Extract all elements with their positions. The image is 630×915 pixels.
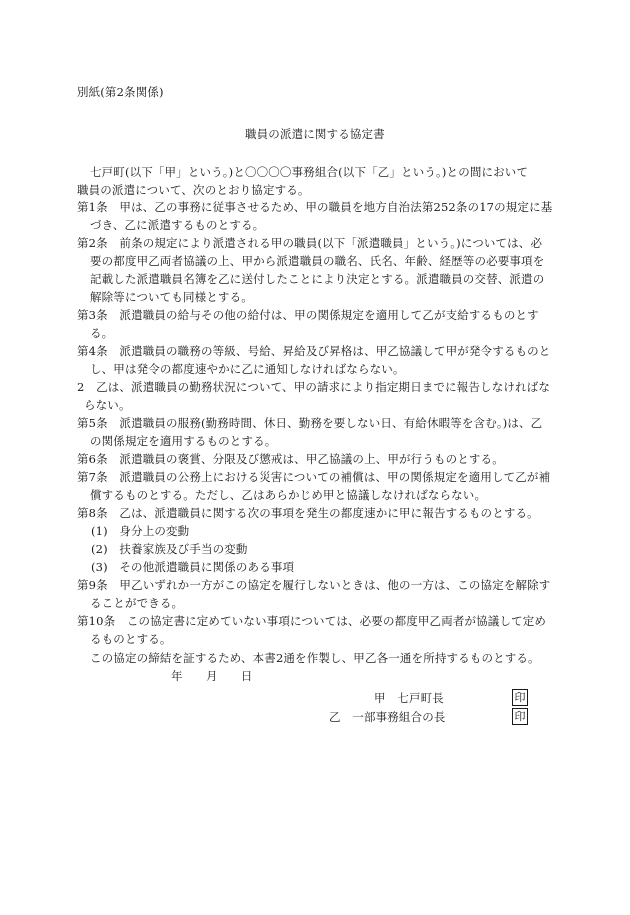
article-8-item-2: (2) 扶養家族及び手当の変動 [91, 542, 248, 556]
article-10-line-2: るものとする。 [90, 632, 172, 646]
article-8-line-1: 第8条 乙は、派遣職員に関する次の事項を発生の都度速かに甲に報告するものとする。 [77, 506, 539, 520]
date-line: 年 月 日 [171, 669, 253, 683]
article-6-line-1: 第6条 派遣職員の褒賞、分限及び懲戒は、甲乙協議の上、甲が行うものとする。 [77, 452, 504, 466]
signature-party-a: 甲 七戸町長 [374, 691, 444, 705]
article-5-line-1: 第5条 派遣職員の服務(勤務時間、休日、勤務を要しない日、有給休暇等を含む。)は、乙 [77, 416, 543, 430]
article-4-line-2: し、甲は発令の都度速やかに乙に通知しなければならない。 [90, 362, 405, 376]
article-8-item-3: (3) その他派遣職員に関係のある事項 [91, 560, 295, 574]
attachment-label: 別紙(第2条関係) [77, 85, 164, 99]
article-4-line-1: 第4条 派遣職員の職務の等級、号給、昇給及び昇格は、甲乙協議して甲が発令するものと [77, 344, 551, 358]
article-9-line-2: ることができる。 [90, 596, 184, 610]
seal-party-a: 印 [512, 689, 528, 706]
article-4-para-2-line-2: らない。 [84, 398, 131, 412]
document-title: 職員の派遣に関する協定書 [245, 127, 385, 141]
article-2-line-2: 要の都度甲乙両者協議の上、甲から派遣職員の職名、氏名、年齢、経歴等の必要事項を [90, 254, 545, 268]
article-9-line-1: 第9条 甲乙いずれか一方がこの協定を履行しないときは、他の一方は、この協定を解除す [77, 578, 551, 592]
closing-statement: この協定の締結を証するため、本書2通を作製し、甲乙各一通を所持するものとする。 [90, 651, 540, 665]
article-2-line-1: 第2条 前条の規定により派遣される甲の職員(以下「派遣職員」という。)については、必 [77, 236, 543, 250]
article-3-line-1: 第3条 派遣職員の給与その他の給付は、甲の関係規定を適用して乙が支給するものとす [77, 308, 539, 322]
article-7-line-2: 償するものとする。ただし、乙はあらかじめ甲と協議しなければならない。 [90, 488, 487, 502]
preamble-line-1: 七戸町(以下「甲」という。)と〇〇〇〇事務組合(以下「乙」という。)との間において [90, 165, 529, 179]
article-8-item-1: (1) 身分上の変動 [91, 524, 190, 538]
article-4-para-2-line-1: 2 乙は、派遣職員の勤務状況について、甲の請求により指定期日までに報告しなければな [77, 380, 551, 394]
article-7-line-1: 第7条 派遣職員の公務上における災害についての補償は、甲の関係規定を適用して乙が補 [77, 470, 551, 484]
seal-party-b: 印 [512, 708, 528, 725]
signature-party-b: 乙 一部事務組合の長 [329, 710, 446, 724]
article-10-line-1: 第10条 この協定書に定めていない事項については、必要の都度甲乙両者が協議して定め [77, 614, 547, 628]
article-1-line-1: 第1条 甲は、乙の事務に従事させるため、甲の職員を地方自治法第252条の17の規定に基 [77, 200, 553, 214]
article-1-line-2: づき、乙に派遣するものとする。 [90, 218, 265, 232]
preamble-line-2: 職員の派遣について、次のとおり協定する。 [77, 183, 310, 197]
article-2-line-3: 記載した派遣職員名簿を乙に送付したことにより決定とする。派遣職員の交替、派遣の [90, 272, 545, 286]
article-2-line-4: 解除等についても同様とする。 [90, 290, 253, 304]
article-5-line-2: の関係規定を適用するものとする。 [90, 434, 277, 448]
article-3-line-2: る。 [90, 326, 114, 340]
